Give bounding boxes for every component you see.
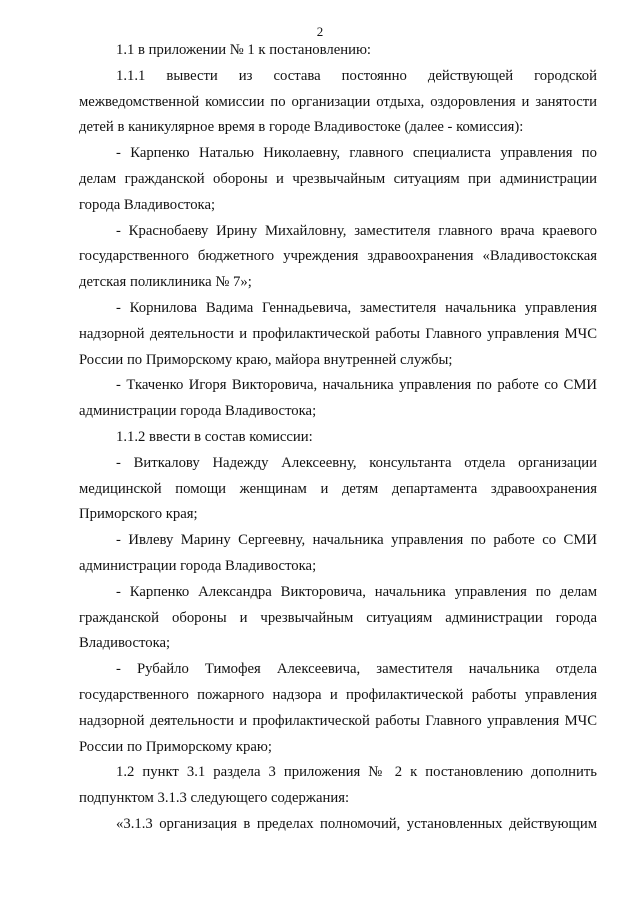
list-item-rubaylo: - Рубайло Тимофея Алексеевича, заместителя начальника отдела государственного пожарного надзора и профилактической работы управления надзорной деятельности и профилактической работы Главного управления МЧС России по Приморскому краю; [79, 661, 597, 755]
list-item-krasnobaeva: - Краснобаеву Ирину Михайловну, заместителя главного врача краевого государственного бюджетного учреждения здравоохранения «Владивостокская детская поликлиника № 7»; [79, 222, 597, 291]
list-item-karpenko-natalya: - Карпенко Наталью Николаевну, главного специалиста управления по делам гражданской обороны и чрезвычайным ситуациям при администрации города Владивостока; [79, 145, 597, 213]
list-item-karpenko-aleksandr: - Карпенко Александра Викторовича, начальника управления по делам гражданской обороны и чрезвычайным ситуациям администрации города Владивостока; [79, 583, 597, 652]
page-number: 2 [316, 24, 324, 39]
paragraph-1-1: 1.1 в приложении № 1 к постановлению: [116, 42, 372, 58]
list-item-vitkalova: - Виткалову Надежду Алексеевну, консультанта отдела организации медицинской помощи женщинам и детям департамента здравоохранения Приморского края; [79, 454, 597, 523]
list-item-tkachenko: - Ткаченко Игоря Викторовича, начальника управления по работе со СМИ администрации города Владивостока; [79, 377, 597, 420]
list-item-kornilov: - Корнилова Вадима Геннадьевича, заместителя начальника управления надзорной деятельности и профилактической работы Главного управления МЧС России по Приморскому краю, майора внутренней службы; [79, 299, 597, 368]
paragraph-1-1-2: 1.1.2 ввести в состав комиссии: [116, 428, 313, 445]
paragraph-1-2: 1.2 пункт 3.1 раздела 3 приложения № 2 к постановлению дополнить подпунктом 3.1.3 следующего содержания: [79, 764, 597, 807]
paragraph-1-1-1: 1.1.1 вывести из состава постоянно действующей городской межведомственной комиссии по организации отдыха, оздоровления и занятости детей в каникулярное время в городе Владивостоке (далее - комиссия): [79, 67, 597, 136]
paragraph-3-1-3: «3.1.3 организация в пределах полномочий, установленных действующим [116, 815, 597, 832]
document-body [79, 38, 597, 838]
list-item-ivleva: - Ивлеву Марину Сергеевну, начальника управления по работе со СМИ администрации города Владивостока; [79, 532, 597, 574]
